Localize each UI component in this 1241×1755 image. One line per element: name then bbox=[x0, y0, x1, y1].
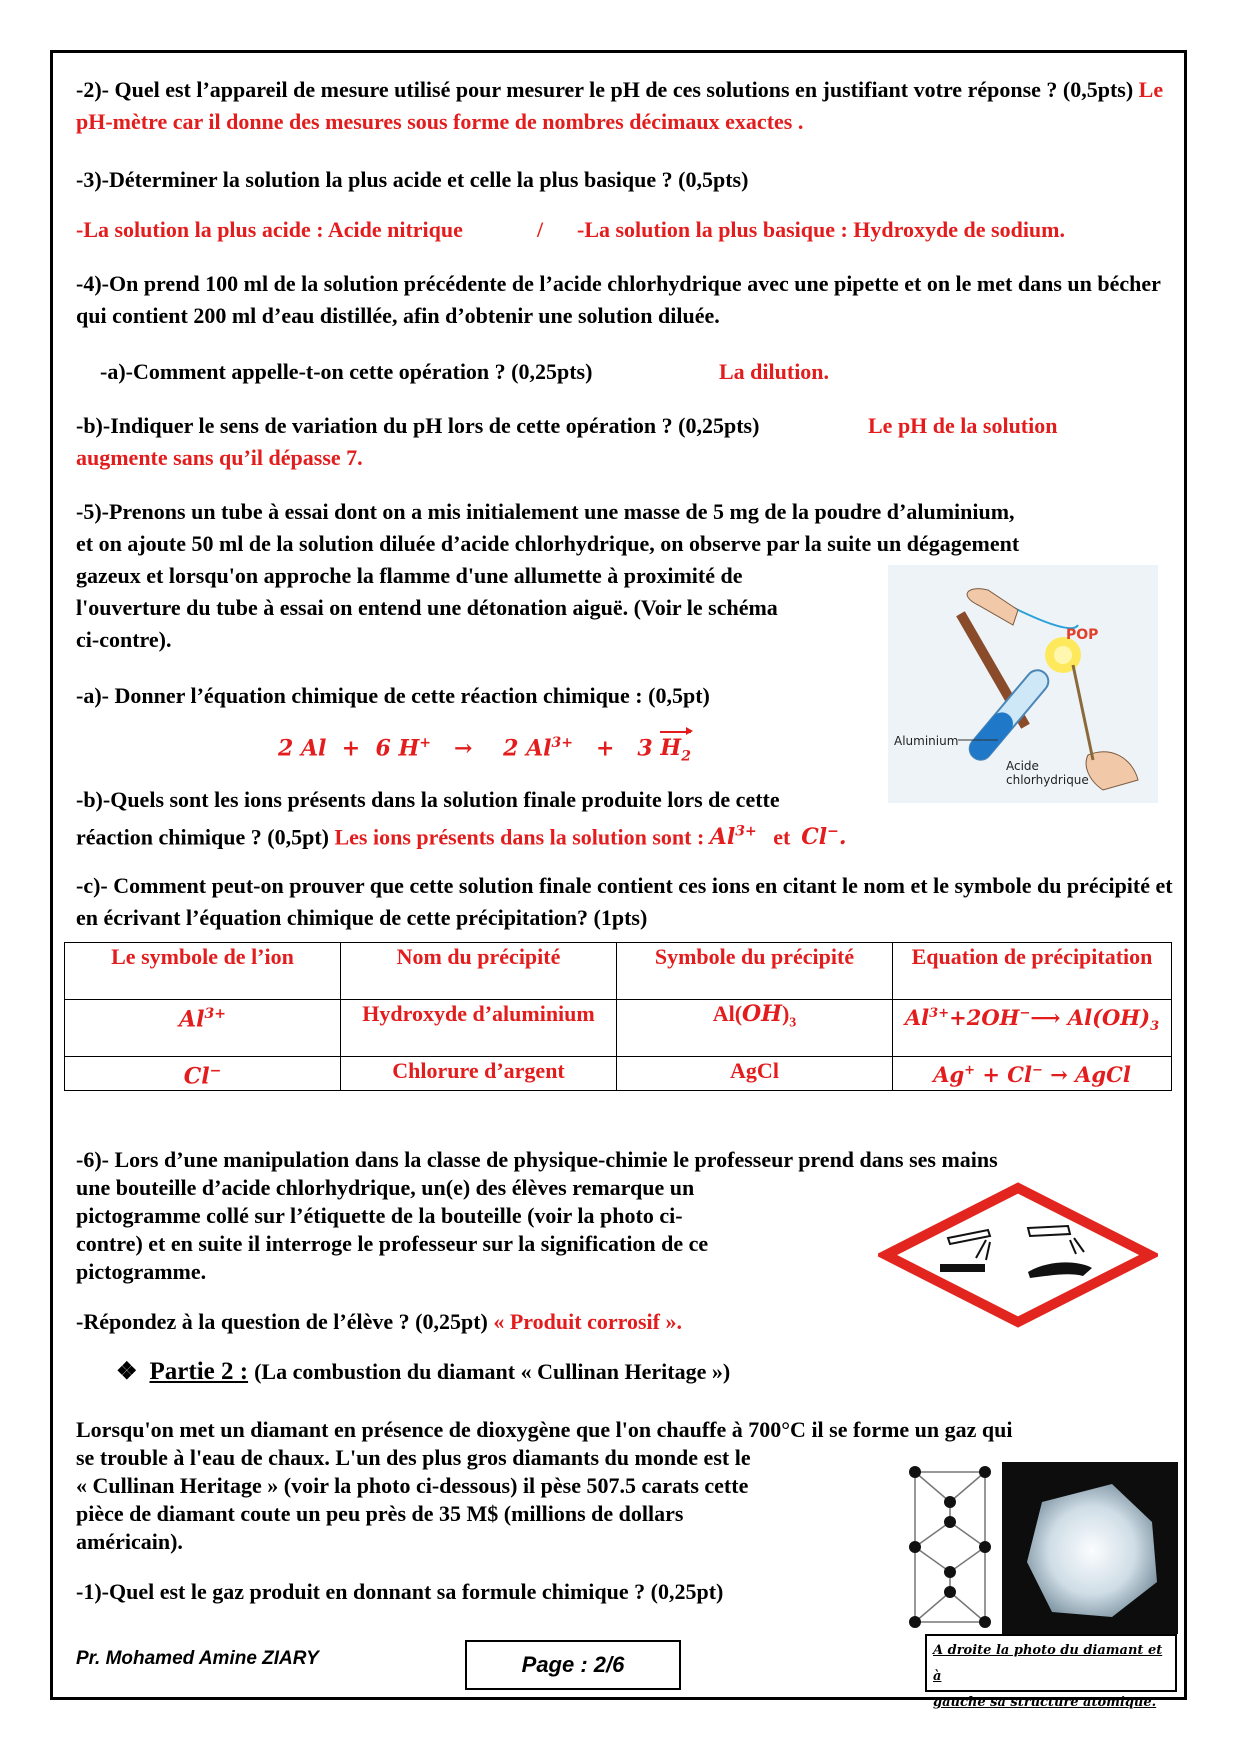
answer-3-acid: -La solution la plus acide : Acide nitrique bbox=[76, 217, 463, 242]
answer-4b-line1: Le pH de la solution bbox=[868, 413, 1058, 438]
question-6-ask: -Répondez à la question de l’élève ? (0,25pt) « Produit corrosif ». bbox=[76, 1309, 682, 1334]
answer-2: Le pH-mètre car il donne des mesures sous forme de nombres décimaux exactes . bbox=[76, 77, 1164, 134]
hydrogen-test-figure bbox=[888, 565, 1158, 803]
answer-4b-line2: augmente sans qu’il dépasse 7. bbox=[76, 445, 363, 470]
table-header: Symbole du précipité bbox=[617, 943, 893, 1000]
acid-label-1: Acide bbox=[1006, 759, 1039, 773]
question-5c: -c)- Comment peut-on prouver que cette solution finale contient ces ions en citant le nom et le symbole du précipité et en écrivant l’équation chimique de cette précipitation? (1pts) bbox=[76, 873, 1173, 930]
table-row bbox=[65, 1057, 1172, 1091]
diamond-border bbox=[886, 1188, 1150, 1322]
question-4: -4)-On prend 100 ml de la solution précédente de l’acide chlorhydrique avec une pipette et on le met dans un bécher qui contient 200 ml d’eau distillée, afin d’obtenir une solution diluée. bbox=[76, 271, 1161, 328]
cullinan-diamond-photo bbox=[1002, 1462, 1178, 1634]
answer-5b: Les ions présents dans la solution sont : bbox=[334, 824, 705, 850]
answer-6: « Produit corrosif ». bbox=[493, 1309, 682, 1334]
partie-2-heading bbox=[116, 1356, 730, 1388]
partie-2-title: Partie 2 : bbox=[149, 1358, 249, 1385]
question-5-line2: et on ajoute 50 ml de la solution diluée d’acide chlorhydrique, on observe par la suite un dégagement bbox=[76, 531, 1020, 556]
ions-table bbox=[64, 942, 1172, 1091]
author: Pr. Mohamed Amine ZIARY bbox=[76, 1648, 319, 1669]
question-4b: -b)-Indiquer le sens de variation du pH lors de cette opération ? (0,25pts) bbox=[76, 413, 760, 438]
partie2-question-1: -1)-Quel est le gaz produit en donnant sa formule chimique ? (0,25pt) bbox=[76, 1579, 724, 1604]
answer-3-separator: / bbox=[537, 217, 544, 242]
caption-line-1: A droite la photo du diamant et à bbox=[933, 1643, 1163, 1684]
corrosive-pictogram bbox=[878, 1180, 1158, 1330]
table-cell-name: Chlorure d’argent bbox=[341, 1057, 617, 1091]
table-cell-symbol: $Al(OH)_3$ bbox=[617, 1000, 893, 1057]
carbon-atom-icon bbox=[909, 1466, 991, 1628]
question-5-line5: ci-contre). bbox=[76, 627, 172, 652]
table-cell-ion: $Al^{3+}$ bbox=[65, 1000, 341, 1057]
partie2-line5: américain). bbox=[76, 1529, 183, 1554]
question-4a: -a)-Comment appelle-t-on cette opération ? (0,25pts) bbox=[100, 359, 593, 384]
table-row bbox=[65, 1000, 1172, 1057]
table-header: Le symbole de l’ion bbox=[65, 943, 341, 1000]
question-6-line5: pictogramme. bbox=[76, 1259, 207, 1284]
partie2-line4: pièce de diamant coute un peu près de 35 M$ (millions de dollars bbox=[76, 1501, 684, 1526]
question-2-text: -2)- Quel est l’appareil de mesure utilisé pour mesurer le pH de ces solutions en justifiant votre réponse ? (0,5pts) bbox=[76, 77, 1134, 102]
question-5-line3: gazeux et lorsqu'on approche la flamme d'une allumette à proximité de bbox=[76, 563, 743, 588]
question-2 bbox=[76, 74, 1166, 138]
page-number: Page : 2/6 bbox=[465, 1640, 681, 1690]
table-header: Equation de précipitation bbox=[893, 943, 1172, 1000]
table-cell-equation: Ag+ + Cl− → AgCl bbox=[893, 1057, 1172, 1091]
table-header: Nom du précipité bbox=[341, 943, 617, 1000]
table-cell-equation: $Al^{3+}+2OH^-⟶$ $Al(OH)_3$ bbox=[893, 1000, 1172, 1057]
question-5b-line2: réaction chimique ? (0,5pt) Les ions présents dans la solution sont : $Al^{3+}$ et Cl−. bbox=[76, 824, 847, 851]
table-header-row bbox=[65, 943, 1172, 1000]
partie-2-subtitle: (La combustion du diamant « Cullinan Heritage ») bbox=[254, 1359, 731, 1384]
answer-4a: La dilution. bbox=[719, 359, 830, 384]
partie2-line2: se trouble à l'eau de chaux. L'un des plus gros diamants du monde est le bbox=[76, 1445, 751, 1470]
acid-label-2: chlorhydrique bbox=[1006, 773, 1089, 787]
diamond-structure-figure bbox=[905, 1462, 998, 1632]
partie2-line1: Lorsqu'on met un diamant en présence de dioxygène que l'on chauffe à 700°C il se forme un gaz qui bbox=[76, 1417, 1013, 1442]
caption-line-2: gauche sa structure atomique. bbox=[933, 1695, 1157, 1710]
aluminium-label: Aluminium bbox=[894, 734, 959, 748]
question-5a: -a)- Donner l’équation chimique de cette réaction chimique : (0,5pt) bbox=[76, 683, 710, 708]
question-5b-line1: -b)-Quels sont les ions présents dans la solution finale produite lors de cette bbox=[76, 787, 780, 812]
answer-3-base: -La solution la plus basique : Hydroxyde de sodium. bbox=[577, 217, 1065, 242]
figure-caption bbox=[925, 1634, 1177, 1710]
pop-label: POP bbox=[1066, 627, 1099, 643]
question-6-line3: pictogramme collé sur l’étiquette de la bouteille (voir la photo ci- bbox=[76, 1203, 683, 1228]
question-6-line4: contre) et en suite il interroge le professeur sur la signification de ce bbox=[76, 1231, 709, 1256]
question-5-line1: -5)-Prenons un tube à essai dont on a mis initialement une masse de 5 mg de la poudre d’aluminium, bbox=[76, 499, 1015, 524]
partie2-line3: « Cullinan Heritage » (voir la photo ci-dessous) il pèse 507.5 carats cette bbox=[76, 1473, 749, 1498]
table-cell-symbol: AgCl bbox=[617, 1057, 893, 1091]
question-6-line1: -6)- Lors d’une manipulation dans la classe de physique-chimie le professeur prend dans ses mains bbox=[76, 1147, 998, 1172]
question-6-line2: une bouteille d’acide chlorhydrique, un(e) des élèves remarque un bbox=[76, 1175, 695, 1200]
question-3: -3)-Déterminer la solution la plus acide et celle la plus basique ? (0,5pts) bbox=[76, 167, 749, 192]
reaction-equation: 2 Al + 6 H+ → 2 $Al^{3+}$ + 3 $H_2$ bbox=[278, 735, 691, 765]
table-cell-name: Hydroxyde d’aluminium bbox=[341, 1000, 617, 1057]
diamond-bullet-icon: ❖ bbox=[116, 1359, 138, 1385]
question-5-line4: l'ouverture du tube à essai on entend une détonation aiguë. (Voir le schéma bbox=[76, 595, 778, 620]
table-cell-ion: Cl− bbox=[65, 1057, 341, 1091]
